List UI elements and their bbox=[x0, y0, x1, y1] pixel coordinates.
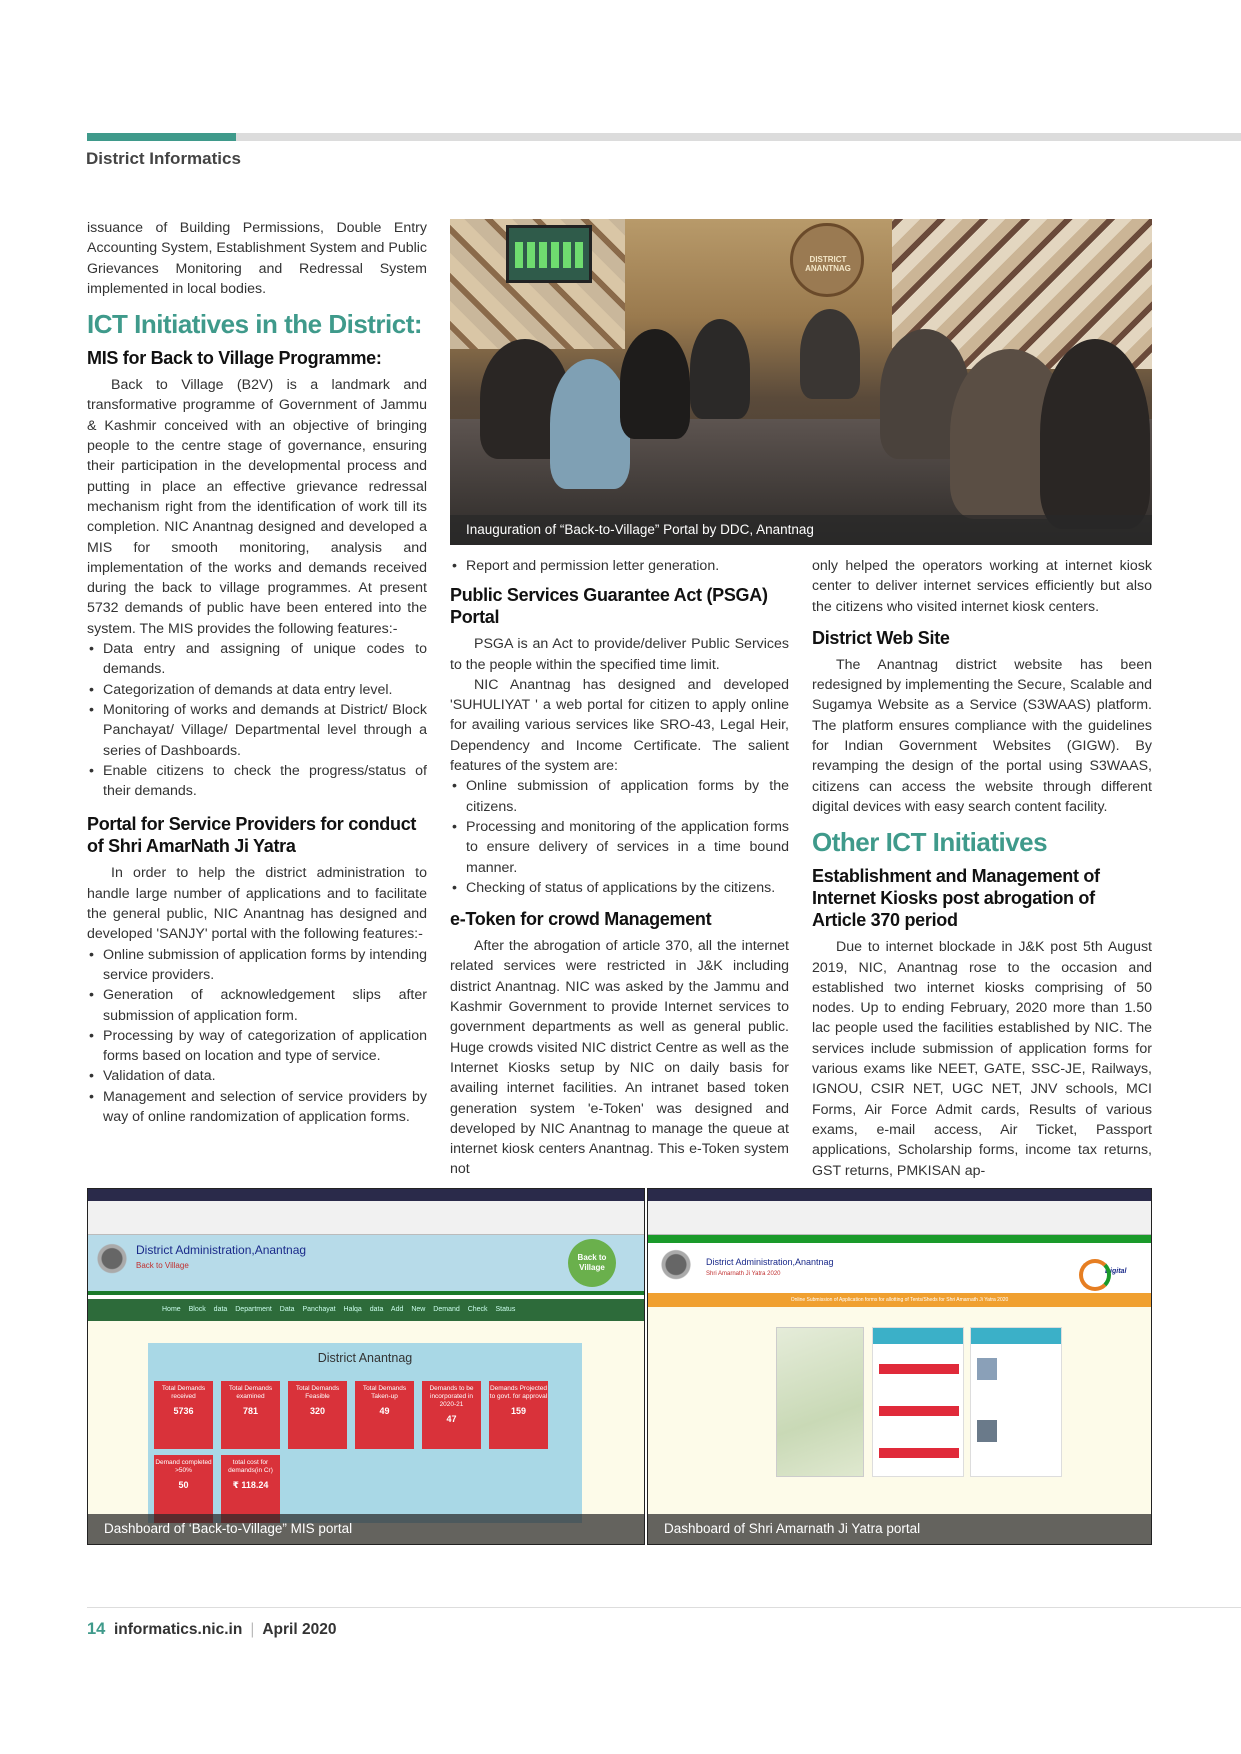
stat-tile: Total Demands Feasible 320 bbox=[288, 1381, 347, 1449]
stat-tile: Total Demands received 5736 bbox=[154, 1381, 213, 1449]
b2v-dashboard-screenshot bbox=[87, 1188, 645, 1545]
portal-feature-list bbox=[87, 945, 427, 1128]
attendee bbox=[800, 309, 860, 399]
footer-date: April 2020 bbox=[262, 1621, 337, 1638]
list-item: • Validation of data. bbox=[87, 1066, 427, 1086]
apply-button bbox=[879, 1364, 959, 1374]
sanjy-info-band: Online Submission of Application forms for allotting of Tents/Sheds for Shri Amarnath Ji Yatra 2020 bbox=[648, 1293, 1151, 1307]
website-paragraph: The Anantnag district website has been redesigned by implementing the Secure, Scalable and Sugamya Website as a Service (S3WAAS) platform. The platform ensures compliance with the guidelines for Indian Government Websites (GIGW). By revamping the design of the portal using S3WAAS, citizens can access the website through different digital devices with easy search content facility. bbox=[812, 656, 1152, 815]
b2v-dashboard-caption: Dashboard of ‘Back-to-Village” MIS portal bbox=[88, 1514, 644, 1544]
list-item: • Generation of acknowledgement slips after submission of application form. bbox=[87, 985, 427, 1026]
intro-paragraph: issuance of Building Permissions, Double Entry Accounting System, Establishment System and Public Grievances Monitoring and Redressal System implemented in local bodies. bbox=[87, 220, 427, 297]
list-item: • Checking of status of applications by the citizens. bbox=[450, 878, 789, 898]
footer bbox=[87, 1620, 336, 1639]
psga-paragraph-2: NIC Anantnag has designed and developed 'SUHULIYAT ' a web portal for citizen to apply online for availing various services like SRO-43, Legal Heir, Dependency and Income Certificate. The salient features of the system are: bbox=[450, 676, 789, 775]
list-item: • Processing and monitoring of the application forms to ensure delivery of services in a time bound manner. bbox=[450, 817, 789, 878]
sanjy-dashboard-caption: Dashboard of Shri Amarnath Ji Yatra portal bbox=[648, 1514, 1151, 1544]
national-emblem-icon bbox=[658, 1247, 694, 1291]
etoken-paragraph: After the abrogation of article 370, all the internet related services were restricted in J&K including district Anantnag. NIC was asked by the Jammu and Kashmir Government to provide Internet services to government departments as well as general public. Huge crowds visited NIC district Centre as well as the Internet Kiosks setup by NIC on daily basis for availing internet facilities. An intranet based token generation system 'e-Token' was designed and developed by NIC Anantnag to manage the queue at internet kiosk centers Anantnag. This e-Token system not bbox=[450, 938, 789, 1178]
footer-rule bbox=[87, 1607, 1241, 1608]
list-item: • Online submission of application forms by intending service providers. bbox=[87, 945, 427, 986]
list-item: • Data entry and assigning of unique codes to demands. bbox=[87, 639, 427, 680]
official-photo bbox=[977, 1420, 997, 1442]
heading-ict-initiatives: ICT Initiatives in the District: bbox=[87, 309, 423, 340]
header-rule-accent bbox=[87, 133, 236, 141]
map-thumbnail bbox=[776, 1327, 864, 1477]
inauguration-photo bbox=[450, 219, 1152, 545]
stat-tile: total cost for demands(in Cr) ₹ 118.24 bbox=[221, 1455, 280, 1523]
section-label: District Informatics bbox=[86, 149, 241, 168]
list-item: • Enable citizens to check the progress/status of their demands. bbox=[87, 761, 427, 802]
administration-box bbox=[970, 1327, 1062, 1477]
sanjy-site-subtitle: Shri Amarnath Ji Yatra 2020 bbox=[706, 1271, 781, 1277]
portal-paragraph: In order to help the district administration to handle large number of applications and to facilitate the general public, NIC Anantnag has designed and developed 'SANJY' portal with the following features:- bbox=[87, 865, 427, 943]
list-item: • Management and selection of service providers by way of online randomization of application forms. bbox=[87, 1087, 427, 1128]
footer-separator: | bbox=[250, 1621, 255, 1638]
stat-tile: Demands to be incorporated in 2020-21 47 bbox=[422, 1381, 481, 1449]
column-2 bbox=[450, 556, 789, 1180]
browser-chrome bbox=[648, 1189, 1151, 1235]
column-3 bbox=[812, 556, 1152, 1181]
b2v-stats-panel bbox=[148, 1343, 582, 1523]
heading-district-website: District Web Site bbox=[812, 627, 950, 648]
etoken-continued-paragraph: only helped the operators working at internet kiosk center to deliver internet services efficiently but also the citizens who visited internet kiosk centers. bbox=[812, 558, 1152, 615]
services-box bbox=[872, 1327, 964, 1477]
stat-tile: Total Demands Taken-up 49 bbox=[355, 1381, 414, 1449]
list-item: • Online submission of application forms by the citizens. bbox=[450, 776, 789, 817]
sanjy-site-header bbox=[648, 1235, 1151, 1291]
continued-list bbox=[450, 556, 789, 576]
attendee bbox=[550, 359, 630, 489]
digital-india-logo: Digital bbox=[1079, 1257, 1141, 1287]
list-item: • Categorization of demands at data entry level. bbox=[87, 680, 427, 700]
b2v-site-title: District Administration,Anantnag bbox=[136, 1243, 307, 1257]
psga-paragraph-1: PSGA is an Act to provide/deliver Public Services to the people within the specified time limit. bbox=[450, 636, 789, 673]
admin-login-button bbox=[879, 1448, 959, 1458]
hero-caption: Inauguration of “Back-to-Village” Portal by DDC, Anantnag bbox=[450, 515, 1152, 545]
b2v-nav-bar: Home Block data Department Data Panchayat Halqa data Add New Demand Check Status bbox=[88, 1299, 644, 1321]
b2v-site-header bbox=[88, 1235, 644, 1295]
district-seal-text: DISTRICT ANANTNAG bbox=[805, 255, 851, 273]
stat-tile: Total Demands examined 781 bbox=[221, 1381, 280, 1449]
b2v-main bbox=[88, 1321, 644, 1545]
sanjy-site-title: District Administration,Anantnag bbox=[706, 1257, 834, 1267]
stat-tile: Demand completed >50% 50 bbox=[154, 1455, 213, 1523]
heading-mis-b2v: MIS for Back to Village Programme: bbox=[87, 348, 382, 369]
b2v-paragraph: Back to Village (B2V) is a landmark and transformative programme of Government of Jammu & Kashmir conceived with an objective of bringing people to the centre stage of governance, ensuring their participation in the developmental process and putting in place an effective grievance redressal mechanism right from the identification of work till its completion. NIC Anantnag designed and developed a MIS for smooth monitoring, analysis and implementation of the works and demands received during the back to village programmes. At present 5732 demands of public have been entered into the system. The MIS provides the following features:- bbox=[87, 377, 427, 637]
list-item: • Monitoring of works and demands at District/ Block Panchayat/ Village/ Departmental level through a series of Dashboards. bbox=[87, 700, 427, 761]
heading-other-ict: Other ICT Initiatives bbox=[812, 827, 1048, 858]
stat-tile: Demands Projected to govt. for approval 159 bbox=[489, 1381, 548, 1449]
page-number: 14 bbox=[87, 1620, 106, 1638]
b2v-feature-list bbox=[87, 639, 427, 801]
display-screen bbox=[506, 225, 592, 283]
heading-sanjy-portal: Portal for Service Providers for conduct of Shri AmarNath Ji Yatra bbox=[87, 814, 417, 857]
heading-psga: Public Services Guarantee Act (PSGA) Portal bbox=[450, 585, 768, 628]
attendee bbox=[1040, 339, 1150, 529]
list-item: • Processing by way of categorization of application forms based on location and type of service. bbox=[87, 1026, 427, 1067]
attendee bbox=[690, 319, 750, 419]
sanjy-dashboard-screenshot bbox=[647, 1188, 1152, 1545]
check-status-button bbox=[879, 1406, 959, 1416]
kiosk-paragraph: Due to internet blockade in J&K post 5th August 2019, NIC, Anantnag rose to the occasion and established two internet kiosks comprising of 50 nodes. Up to ending February, 2020 more than 1.50 lac people used the facilities established by NIC. The services include submission of application forms for various exams like NEET, GATE, SSC-JE, Railways, IGNOU, CSIR NET, UGC NET, JNV schools, MCI Forms, Air Force Admit cards, Results of various exams, e-mail access, Air Ticket, Passport applications, Scholarship forms, income tax returns, GST returns, PMKISAN ap- bbox=[812, 939, 1152, 1179]
b2v-district-title: District Anantnag bbox=[317, 1351, 413, 1365]
psga-feature-list bbox=[450, 776, 789, 898]
heading-internet-kiosks: Establishment and Management of Internet Kiosks post abrogation of Article 370 period bbox=[812, 866, 1100, 931]
footer-site: informatics.nic.in bbox=[113, 1621, 243, 1638]
header-rule bbox=[87, 133, 1241, 141]
list-item: • Report and permission letter generation. bbox=[450, 556, 789, 576]
official-photo bbox=[977, 1358, 997, 1380]
browser-chrome bbox=[88, 1189, 644, 1235]
attendee bbox=[620, 329, 690, 439]
column-1 bbox=[87, 218, 427, 1127]
heading-etoken: e-Token for crowd Management bbox=[450, 909, 712, 930]
b2v-site-subtitle: Back to Village bbox=[136, 1261, 189, 1270]
b2v-logo: Back to Village bbox=[568, 1239, 616, 1287]
sanjy-main bbox=[648, 1307, 1151, 1545]
national-emblem-icon bbox=[94, 1241, 130, 1285]
